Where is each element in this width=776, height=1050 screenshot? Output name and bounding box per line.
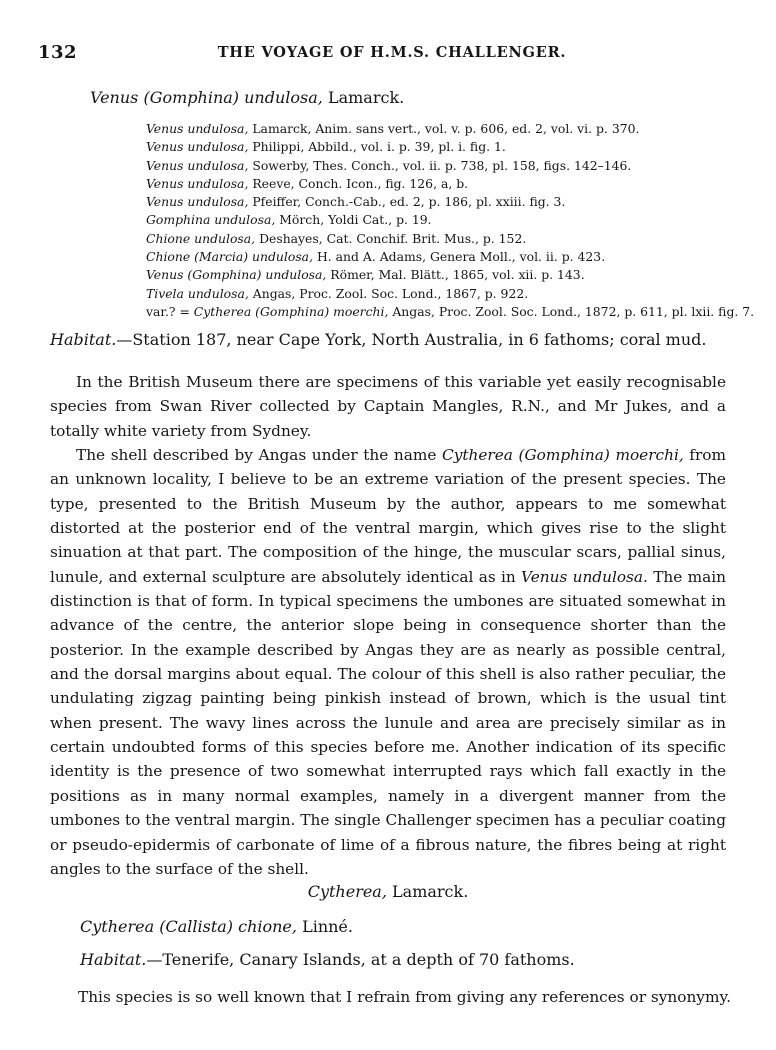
species-title-name: Cytherea (Callista) chione,: [80, 917, 297, 936]
species-title: [90, 88, 404, 107]
habitat-label: Habitat.: [50, 330, 117, 349]
synonym-entry: [146, 248, 746, 266]
synonym-name: Tivela undulosa,: [146, 285, 249, 301]
synonym-entry: [146, 138, 746, 156]
synonym-entry: [146, 157, 746, 175]
habitat-label: Habitat.: [80, 950, 147, 969]
paragraph-italic-name: Cytherea (Gomphina) moerchi,: [442, 446, 684, 464]
synonym-name: Venus undulosa,: [146, 139, 249, 155]
synonym-reference: Lamarck, Anim. sans vert., vol. v. p. 606, ed. 2, vol. vi. p. 370.: [248, 121, 640, 136]
synonym-reference: Reeve, Conch. Icon., fig. 126, a, b.: [248, 175, 469, 191]
variety-entry: [146, 303, 755, 321]
synonym-name: Gomphina undulosa,: [146, 212, 276, 228]
variety-name: Cytherea (Gomphina) moerchi,: [193, 303, 389, 319]
synonym-reference: Angas, Proc. Zool. Soc. Lond., 1867, p. 922.: [248, 285, 529, 301]
closing-sentence: This species is so well known that I refrain from giving any references or synonymy.: [78, 988, 731, 1006]
paragraph-text: from an unknown locality, I believe to be an extreme variation of the present species. The type, presented to the British Museum by the author, appears to me somewhat distorted at the posterior end of the ventral margin, which gives rise to the slight sinuation at that part. The composition of the hinge, the muscular scars, pallial sinus, lunule, and external sculpture are absolutely identical as in: [50, 446, 726, 586]
synonym-entry: [146, 230, 746, 248]
synonym-entry: [146, 266, 746, 284]
synonym-entry: [146, 285, 746, 303]
species-title: [80, 917, 353, 936]
synonym-entry: [146, 175, 746, 193]
habitat-text: —Station 187, near Cape York, North Australia, in 6 fathoms; coral mud.: [116, 330, 707, 349]
synonym-name: Venus undulosa,: [146, 175, 249, 191]
genus-heading: [0, 882, 776, 901]
species-title-name: Venus (Gomphina) undulosa,: [90, 88, 323, 107]
body-paragraph: [50, 443, 726, 881]
running-title: THE VOYAGE OF H.M.S. CHALLENGER.: [217, 44, 567, 61]
synonym-name: Chione (Marcia) undulosa,: [146, 249, 314, 265]
synonym-reference: Römer, Mal. Blätt., 1865, vol. xii. p. 143.: [326, 267, 585, 283]
genus-author: Lamarck.: [386, 882, 469, 901]
synonym-entry: [146, 211, 746, 229]
synonym-name: Venus undulosa,: [146, 121, 249, 136]
synonym-name: Venus undulosa,: [146, 194, 249, 210]
variety-prefix: var.? =: [146, 303, 194, 319]
habitat-line: [80, 950, 575, 969]
body-paragraph: In the British Museum there are specimens of this variable yet easily recognisable species from Swan River collected by Captain Mangles, R.N., and Mr Jukes, and a totally white variety from Sydney.: [50, 373, 726, 440]
synonym-reference: Mörch, Yoldi Cat., p. 19.: [275, 212, 432, 228]
synonym-reference: Philippi, Abbild., vol. i. p. 39, pl. i. fig. 1.: [248, 139, 506, 155]
species-title-author: Lamarck.: [322, 88, 405, 107]
synonym-name: Venus undulosa,: [146, 157, 249, 173]
synonym-reference: Deshayes, Cat. Conchif. Brit. Mus., p. 152.: [255, 230, 527, 246]
running-head: [38, 42, 746, 66]
synonymy-list: [146, 120, 755, 321]
synonym-name: Venus (Gomphina) undulosa,: [146, 267, 327, 283]
genus-name: Cytherea,: [307, 882, 387, 901]
paragraph-text: The main distinction is that of form. In typical specimens the umbones are situated somewhat in advance of the centre, the anterior slope being in consequence shorter than the posterior. In the example described by Angas they are as nearly as possible central, and the dorsal margins about equal. The colour of this shell is also rather peculiar, the undulating zigzag painting being pinkish instead of brown, which is the usual tint when present. The wavy lines across the lunule and area are precisely similar as in certain undoubted forms of this species before me. Another indication of its specific identity is the presence of two somewhat interrupted rays which fall exactly in the positions as in many normal examples, namely in a divergent manner from the umbones to the ventral margin. The single Challenger specimen has a peculiar coating or pseudo-epidermis of carbonate of lime of a fibrous nature, the fibres being at right angles to the surface of the shell.: [50, 567, 726, 878]
habitat-text: —Tenerife, Canary Islands, at a depth of 70 fathoms.: [146, 950, 575, 969]
synonym-reference: H. and A. Adams, Genera Moll., vol. ii. p. 423.: [313, 249, 606, 265]
paragraph-text: The shell described by Angas under the name: [76, 446, 443, 464]
species-title-author: Linné.: [296, 917, 353, 936]
page-number: 132: [38, 42, 78, 63]
synonym-reference: Sowerby, Thes. Conch., vol. ii. p. 738, pl. 158, figs. 142–146.: [248, 157, 632, 173]
synonym-name: Chione undulosa,: [146, 230, 256, 246]
paragraph-italic-name: Venus undulosa.: [521, 567, 648, 586]
synonym-reference: Pfeiffer, Conch.-Cab., ed. 2, p. 186, pl. xxiii. fig. 3.: [248, 194, 566, 210]
synonym-entry: [146, 193, 746, 211]
synonym-entry: [146, 120, 746, 138]
habitat-line: [50, 330, 706, 349]
variety-reference: Angas, Proc. Zool. Soc. Lond., 1872, p. 611, pl. lxii. fig. 7.: [388, 303, 755, 319]
